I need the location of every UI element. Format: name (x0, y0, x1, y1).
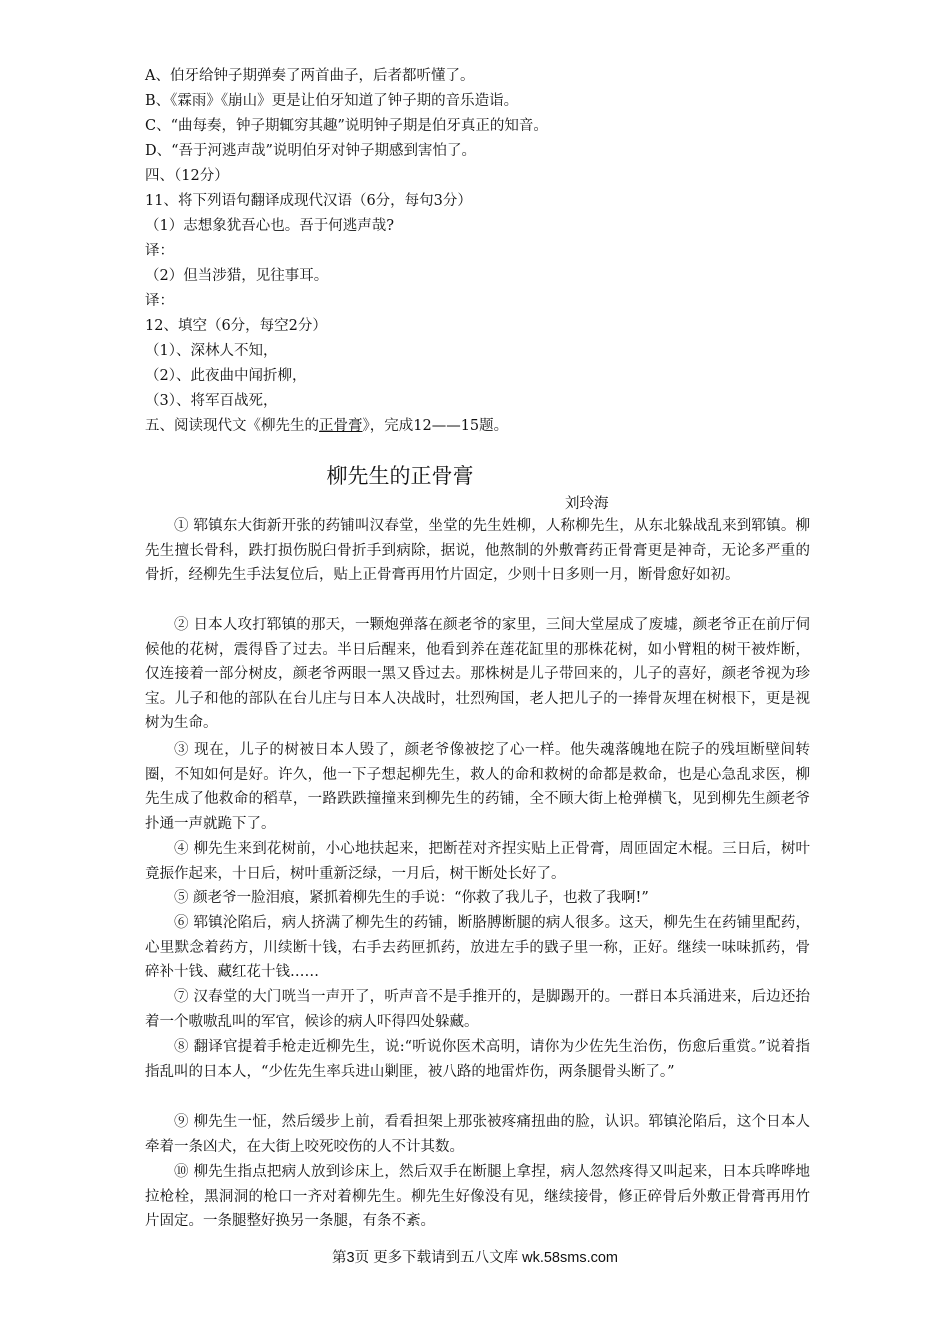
article-paragraph-5: ⑤ 颜老爷一脸泪痕，紧抓着柳先生的手说：“你救了我儿子，也救了我啊!” (174, 890, 649, 906)
article-title: 柳先生的正骨膏 (326, 464, 474, 488)
article-paragraph-6: ⑥ 郓镇沦陷后，病人挤满了柳先生的药铺，断胳膊断腿的病人很多。这天，柳先生在药铺里配药，心里默念着药方，川续断十钱，右手去药匣抓药，放进左手的戥子里一称，正好。继续一味味抓药，骨碎补十钱、藏红花十钱…… (145, 915, 810, 981)
section-five-prefix: 五、阅读现代文《柳先生的 (145, 418, 319, 434)
page-footer: 第3页 更多下载请到五八文库 wk.58sms.com (332, 1250, 618, 1266)
article-paragraph-2: ② 日本人攻打郓镇的那天，一颗炮弹落在颜老爷的家里，三间大堂屋成了废墟，颜老爷正在前厅伺候他的花树，震得昏了过去。半日后醒来，他看到养在莲花缸里的那株花树，如小臂粗的树干被炸断，仅连接着一部分树皮，颜老爷两眼一黑又昏过去。那株树是儿子带回来的，儿子的喜好，颜老爷视为珍宝。儿子和他的部队在台儿庄与日本人决战时，壮烈殉国，老人把儿子的一捧骨灰埋在树根下，更是视树为生命。 (145, 617, 810, 732)
question-12: 12、填空（6分，每空2分） (145, 318, 327, 334)
article-author: 刘玲海 (565, 496, 609, 512)
translation-label-1: 译： (145, 243, 174, 259)
section-five-suffix: 》，完成12——15题。 (362, 418, 509, 434)
fill-blank-3: （3）、将军百战死， (145, 393, 278, 409)
fill-blank-1: （1）、深林人不知， (145, 343, 278, 359)
fill-blank-2: （2）、此夜曲中闻折柳， (145, 368, 307, 384)
question-11-item-2: （2）但当涉猎，见往事耳。 (145, 268, 329, 284)
article-paragraph-10: ⑩ 柳先生指点把病人放到诊床上，然后双手在断腿上拿捏，病人忽然疼得又叫起来，日本兵哗哗地拉枪栓，黑洞洞的枪口一齐对着柳先生。柳先生好像没有见，继续接骨，修正碎骨后外敷正骨膏再用竹片固定。一条腿整好换另一条腿，有条不紊。 (145, 1164, 810, 1230)
section-five-underlined-title: 正骨膏 (319, 418, 363, 434)
article-paragraph-4: ④ 柳先生来到花树前，小心地扶起来，把断茬对齐捏实贴上正骨膏，周匝固定木棍。三日后，树叶竟振作起来，十日后，树叶重新泛绿，一月后，树干断处长好了。 (145, 841, 810, 882)
article-paragraph-1: ① 郓镇东大街新开张的药铺叫汉春堂，坐堂的先生姓柳，人称柳先生，从东北躲战乱来到郓镇。柳先生擅长骨科，跌打损伤脱臼骨折手到病除，据说，他熬制的外敷膏药正骨膏更是神奇，无论多严重的骨折，经柳先生手法复位后，贴上正骨膏再用竹片固定，少则十日多则一月，断骨愈好如初。 (145, 518, 810, 584)
article-paragraph-8: ⑧ 翻译官提着手枪走近柳先生，说:“听说你医术高明，请你为少佐先生治伤，伤愈后重赏。”说着指指乱叫的日本人，“少佐先生率兵进山剿匪，被八路的地雷炸伤，两条腿骨头断了。” (145, 1039, 810, 1080)
option-c: C、“曲每奏，钟子期辄穷其趣”说明钟子期是伯牙真正的知音。 (145, 118, 548, 134)
section-five-heading (145, 416, 508, 436)
question-11-item-1: （1）志想象犹吾心也。吾于何逃声哉? (145, 218, 394, 234)
section-four-heading: 四、（12分） (145, 168, 229, 184)
question-11: 11、将下列语句翻译成现代汉语（6分，每句3分） (145, 193, 472, 209)
article-paragraph-7: ⑦ 汉春堂的大门咣当一声开了，听声音不是手推开的，是脚踢开的。一群日本兵涌进来，后边还抬着一个嗷嗷乱叫的军官，候诊的病人吓得四处躲藏。 (145, 989, 810, 1030)
option-d: D、“吾于河逃声哉”说明伯牙对钟子期感到害怕了。 (145, 143, 476, 159)
translation-label-2: 译： (145, 293, 174, 309)
option-b: B、《霖雨》《崩山》更是让伯牙知道了钟子期的音乐造诣。 (145, 93, 519, 109)
article-paragraph-9: ⑨ 柳先生一怔，然后缓步上前，看看担架上那张被疼痛扭曲的脸，认识。郓镇沦陷后，这个日本人牵着一条凶犬，在大街上咬死咬伤的人不计其数。 (145, 1114, 810, 1155)
option-a: A、伯牙给钟子期弹奏了两首曲子，后者都听懂了。 (145, 68, 475, 84)
article-paragraph-3: ③ 现在，儿子的树被日本人毁了，颜老爷像被挖了心一样。他失魂落魄地在院子的残垣断壁间转圈，不知如何是好。许久，他一下子想起柳先生，救人的命和救树的命都是救命，也是心急乱求医，柳先生成了他救命的稻草，一路跌跌撞撞来到柳先生的药铺，全不顾大街上枪弹横飞，见到柳先生颜老爷扑通一声就跪下了。 (145, 742, 810, 832)
